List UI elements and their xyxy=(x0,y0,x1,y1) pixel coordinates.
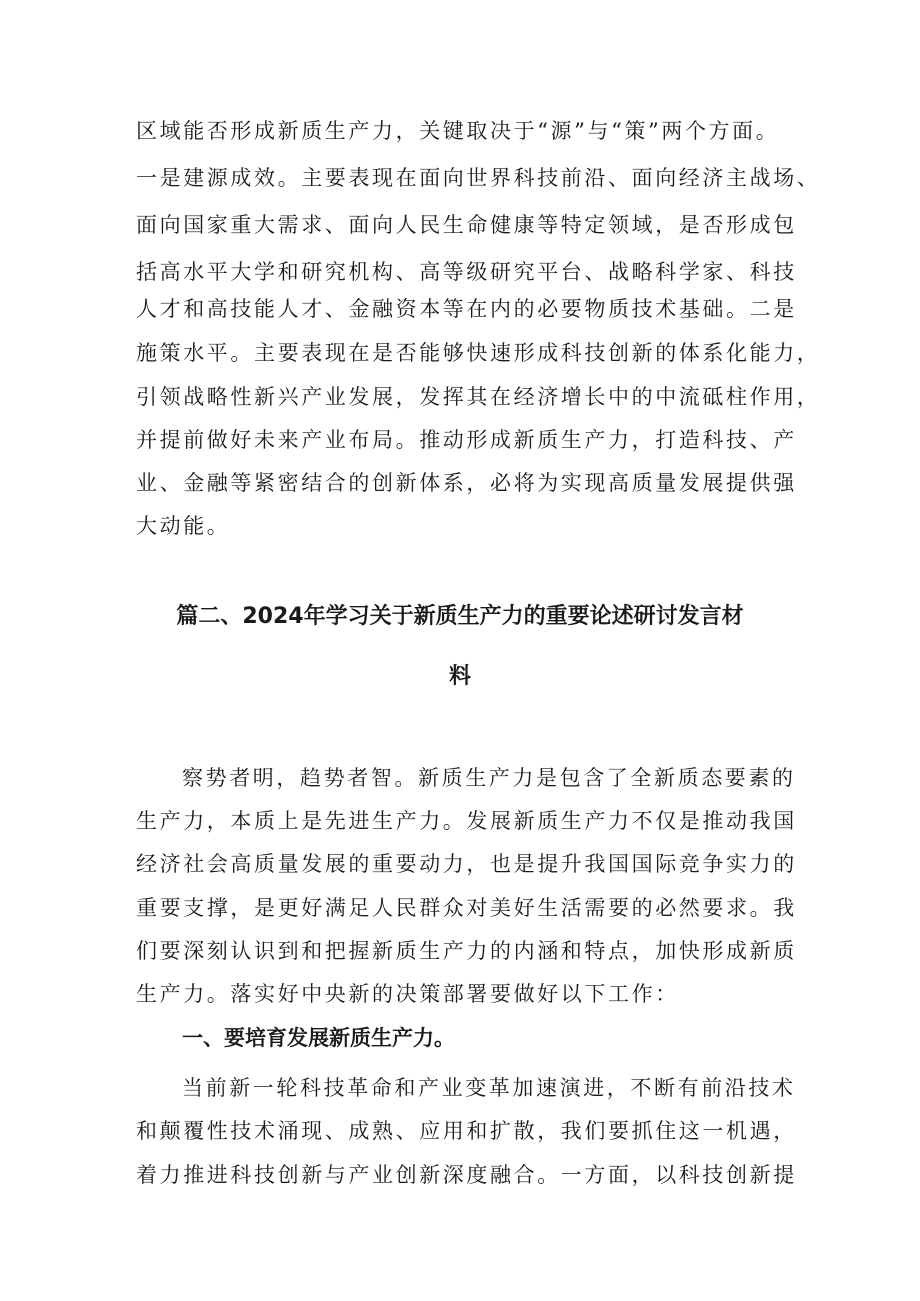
section-title-line-1: 篇二、2024年学习关于新质生产力的重要论述研讨发言材 xyxy=(176,604,744,629)
paragraph-line: 经济社会高质量发展的重要动力，也是提升我国国际竞争实力的 xyxy=(136,852,797,876)
paragraph-line: 大动能。 xyxy=(136,514,231,538)
paragraph-line: 和颠覆性技术涌现、成熟、应用和扩散，我们要抓住这一机遇， xyxy=(136,1119,797,1143)
paragraph-line: 业、金融等紧密结合的创新体系，必将为实现高质量发展提供强 xyxy=(136,471,797,495)
subsection-heading: 一、要培育发展新质生产力。 xyxy=(182,1026,455,1050)
paragraph-line: 重要支撑，是更好满足人民群众对美好生活需要的必然要求。我 xyxy=(136,896,797,920)
paragraph-line: 并提前做好未来产业布局。推动形成新质生产力，打造科技、产 xyxy=(136,428,797,452)
paragraph-line: 区域能否形成新质生产力，关键取决于“源”与“策”两个方面。 xyxy=(136,119,780,143)
paragraph-line: 施策水平。主要表现在是否能够快速形成科技创新的体系化能力， xyxy=(136,341,821,365)
paragraph-line: 面向国家重大需求、面向人民生命健康等特定领域，是否形成包 xyxy=(136,213,797,237)
paragraph-line: 引领战略性新兴产业发展，发挥其在经济增长中的中流砥柱作用， xyxy=(136,385,821,409)
section-title-line-2: 料 xyxy=(448,664,471,689)
paragraph-line: 们要深刻认识到和把握新质生产力的内涵和特点，加快形成新质 xyxy=(136,939,797,963)
paragraph-line: 察势者明，趋势者智。新质生产力是包含了全新质态要素的 xyxy=(182,766,796,790)
paragraph-line: 括高水平大学和研究机构、高等级研究平台、战略科学家、科技 xyxy=(136,260,797,284)
paragraph-line: 一是建源成效。主要表现在面向世界科技前沿、面向经济主战场、 xyxy=(136,166,821,190)
paragraph-line: 当前新一轮科技革命和产业变革加速演进，不断有前沿技术 xyxy=(182,1076,796,1100)
paragraph-line: 着力推进科技创新与产业创新深度融合。一方面，以科技创新提 xyxy=(136,1163,797,1187)
paragraph-line: 人才和高技能人才、金融资本等在内的必要物质技术基础。二是 xyxy=(136,297,797,321)
paragraph-line: 生产力，本质上是先进生产力。发展新质生产力不仅是推动我国 xyxy=(136,809,797,833)
paragraph-line: 生产力。落实好中央新的决策部署要做好以下工作： xyxy=(136,982,679,1006)
